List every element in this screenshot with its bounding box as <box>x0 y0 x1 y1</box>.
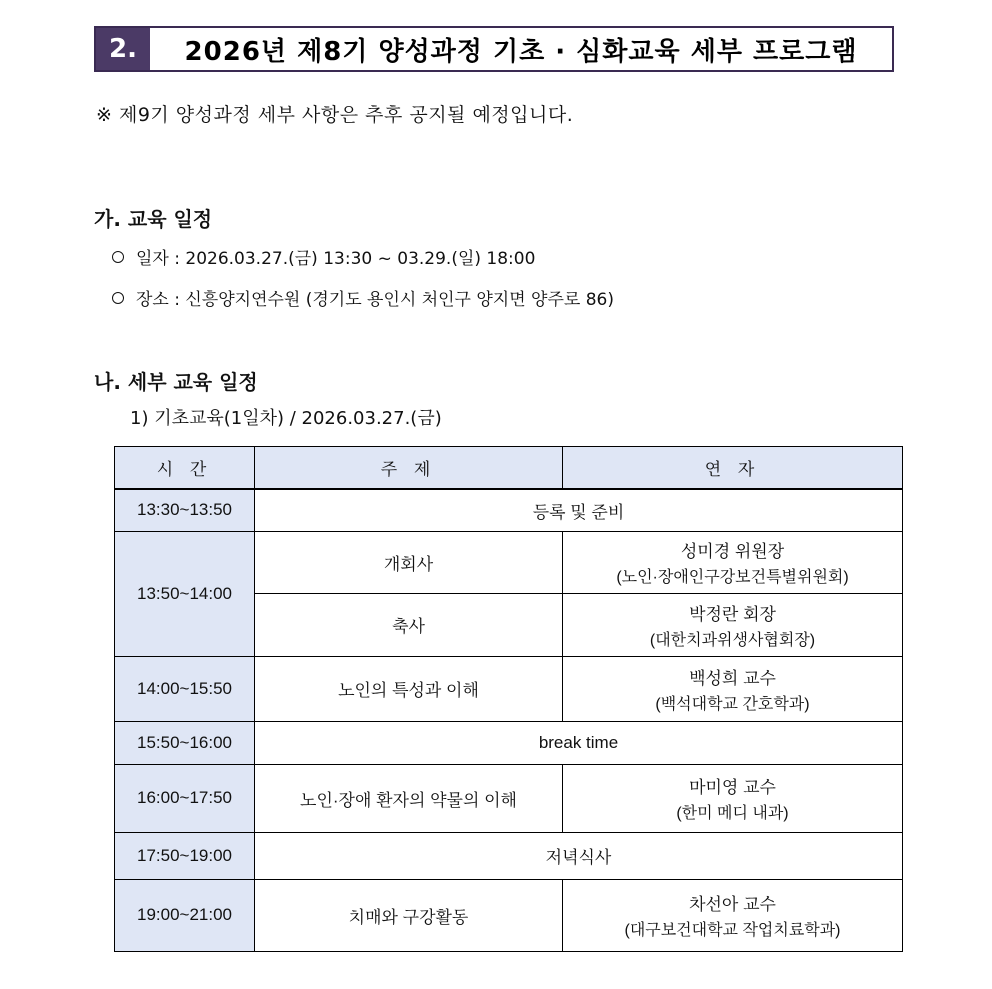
header-speaker: 연 자 <box>563 447 903 490</box>
speaker-name: 마미영 교수 <box>689 778 776 797</box>
section-a-heading: 가. 교육 일정 <box>94 207 213 231</box>
merged-cell: 저녁식사 <box>255 832 903 879</box>
time-cell: 17:50~19:00 <box>115 832 255 879</box>
page-title: 2026년 제8기 양성과정 기초 · 심화교육 세부 프로그램 <box>184 36 858 67</box>
time-cell: 15:50~16:00 <box>115 721 255 764</box>
table-row <box>115 832 903 879</box>
time-cell: 16:00~17:50 <box>115 764 255 832</box>
section-b-subheading: 1) 기초교육(1일차) / 2026.03.27.(금) <box>130 408 442 429</box>
time-cell: 14:00~15:50 <box>115 656 255 721</box>
header-topic: 주 제 <box>255 447 563 490</box>
table-header-row <box>115 447 903 490</box>
circle-bullet-icon <box>112 292 124 304</box>
topic-cell: 축사 <box>255 593 563 656</box>
section-number: 2. <box>96 28 150 70</box>
table-row <box>115 721 903 764</box>
time-cell: 19:00~21:00 <box>115 879 255 951</box>
speaker-org: (백석대학교 간호학과) <box>655 695 810 713</box>
topic-cell: 치매와 구강활동 <box>255 879 563 951</box>
time-cell: 13:30~13:50 <box>115 489 255 531</box>
speaker-name: 박정란 회장 <box>689 604 776 624</box>
schedule-venue-text: 장소 : 신흥양지연수원 (경기도 용인시 처인구 양지면 양주로 86) <box>136 290 614 310</box>
merged-cell: break time <box>255 721 903 764</box>
speaker-cell <box>563 593 903 656</box>
table-row <box>115 489 903 531</box>
table-row <box>115 879 903 951</box>
speaker-org: (노인·장애인구강보건특별위원회) <box>616 569 849 586</box>
notice-text: ※ 제9기 양성과정 세부 사항은 추후 공지될 예정입니다. <box>96 104 574 126</box>
speaker-org: (한미 메디 내과) <box>676 805 789 822</box>
schedule-date-text: 일자 : 2026.03.27.(금) 13:30 ~ 03.29.(일) 18:00 <box>136 249 536 269</box>
topic-cell: 개회사 <box>255 531 563 593</box>
schedule-venue-item <box>112 285 614 310</box>
section-title-box <box>94 26 894 72</box>
speaker-name: 성미경 위원장 <box>680 542 785 561</box>
section-b-heading: 나. 세부 교육 일정 <box>94 370 258 394</box>
circle-bullet-icon <box>112 251 124 263</box>
header-time: 시 간 <box>115 447 255 490</box>
speaker-cell <box>563 531 903 593</box>
table-row <box>115 531 903 593</box>
time-cell: 13:50~14:00 <box>115 531 255 656</box>
topic-cell: 노인·장애 환자의 약물의 이해 <box>255 764 563 832</box>
speaker-cell <box>563 879 903 951</box>
speaker-cell <box>563 764 903 832</box>
speaker-cell <box>563 656 903 721</box>
merged-cell: 등록 및 준비 <box>255 489 903 531</box>
speaker-name: 백성희 교수 <box>689 668 776 688</box>
speaker-org: (대구보건대학교 작업치료학과) <box>624 922 841 939</box>
table-row <box>115 764 903 832</box>
topic-cell: 노인의 특성과 이해 <box>255 656 563 721</box>
table-row <box>115 656 903 721</box>
schedule-date-item <box>112 244 535 269</box>
schedule-table <box>114 446 903 952</box>
speaker-org: (대한치과위생사협회장) <box>649 631 816 649</box>
speaker-name: 차선아 교수 <box>689 895 776 914</box>
